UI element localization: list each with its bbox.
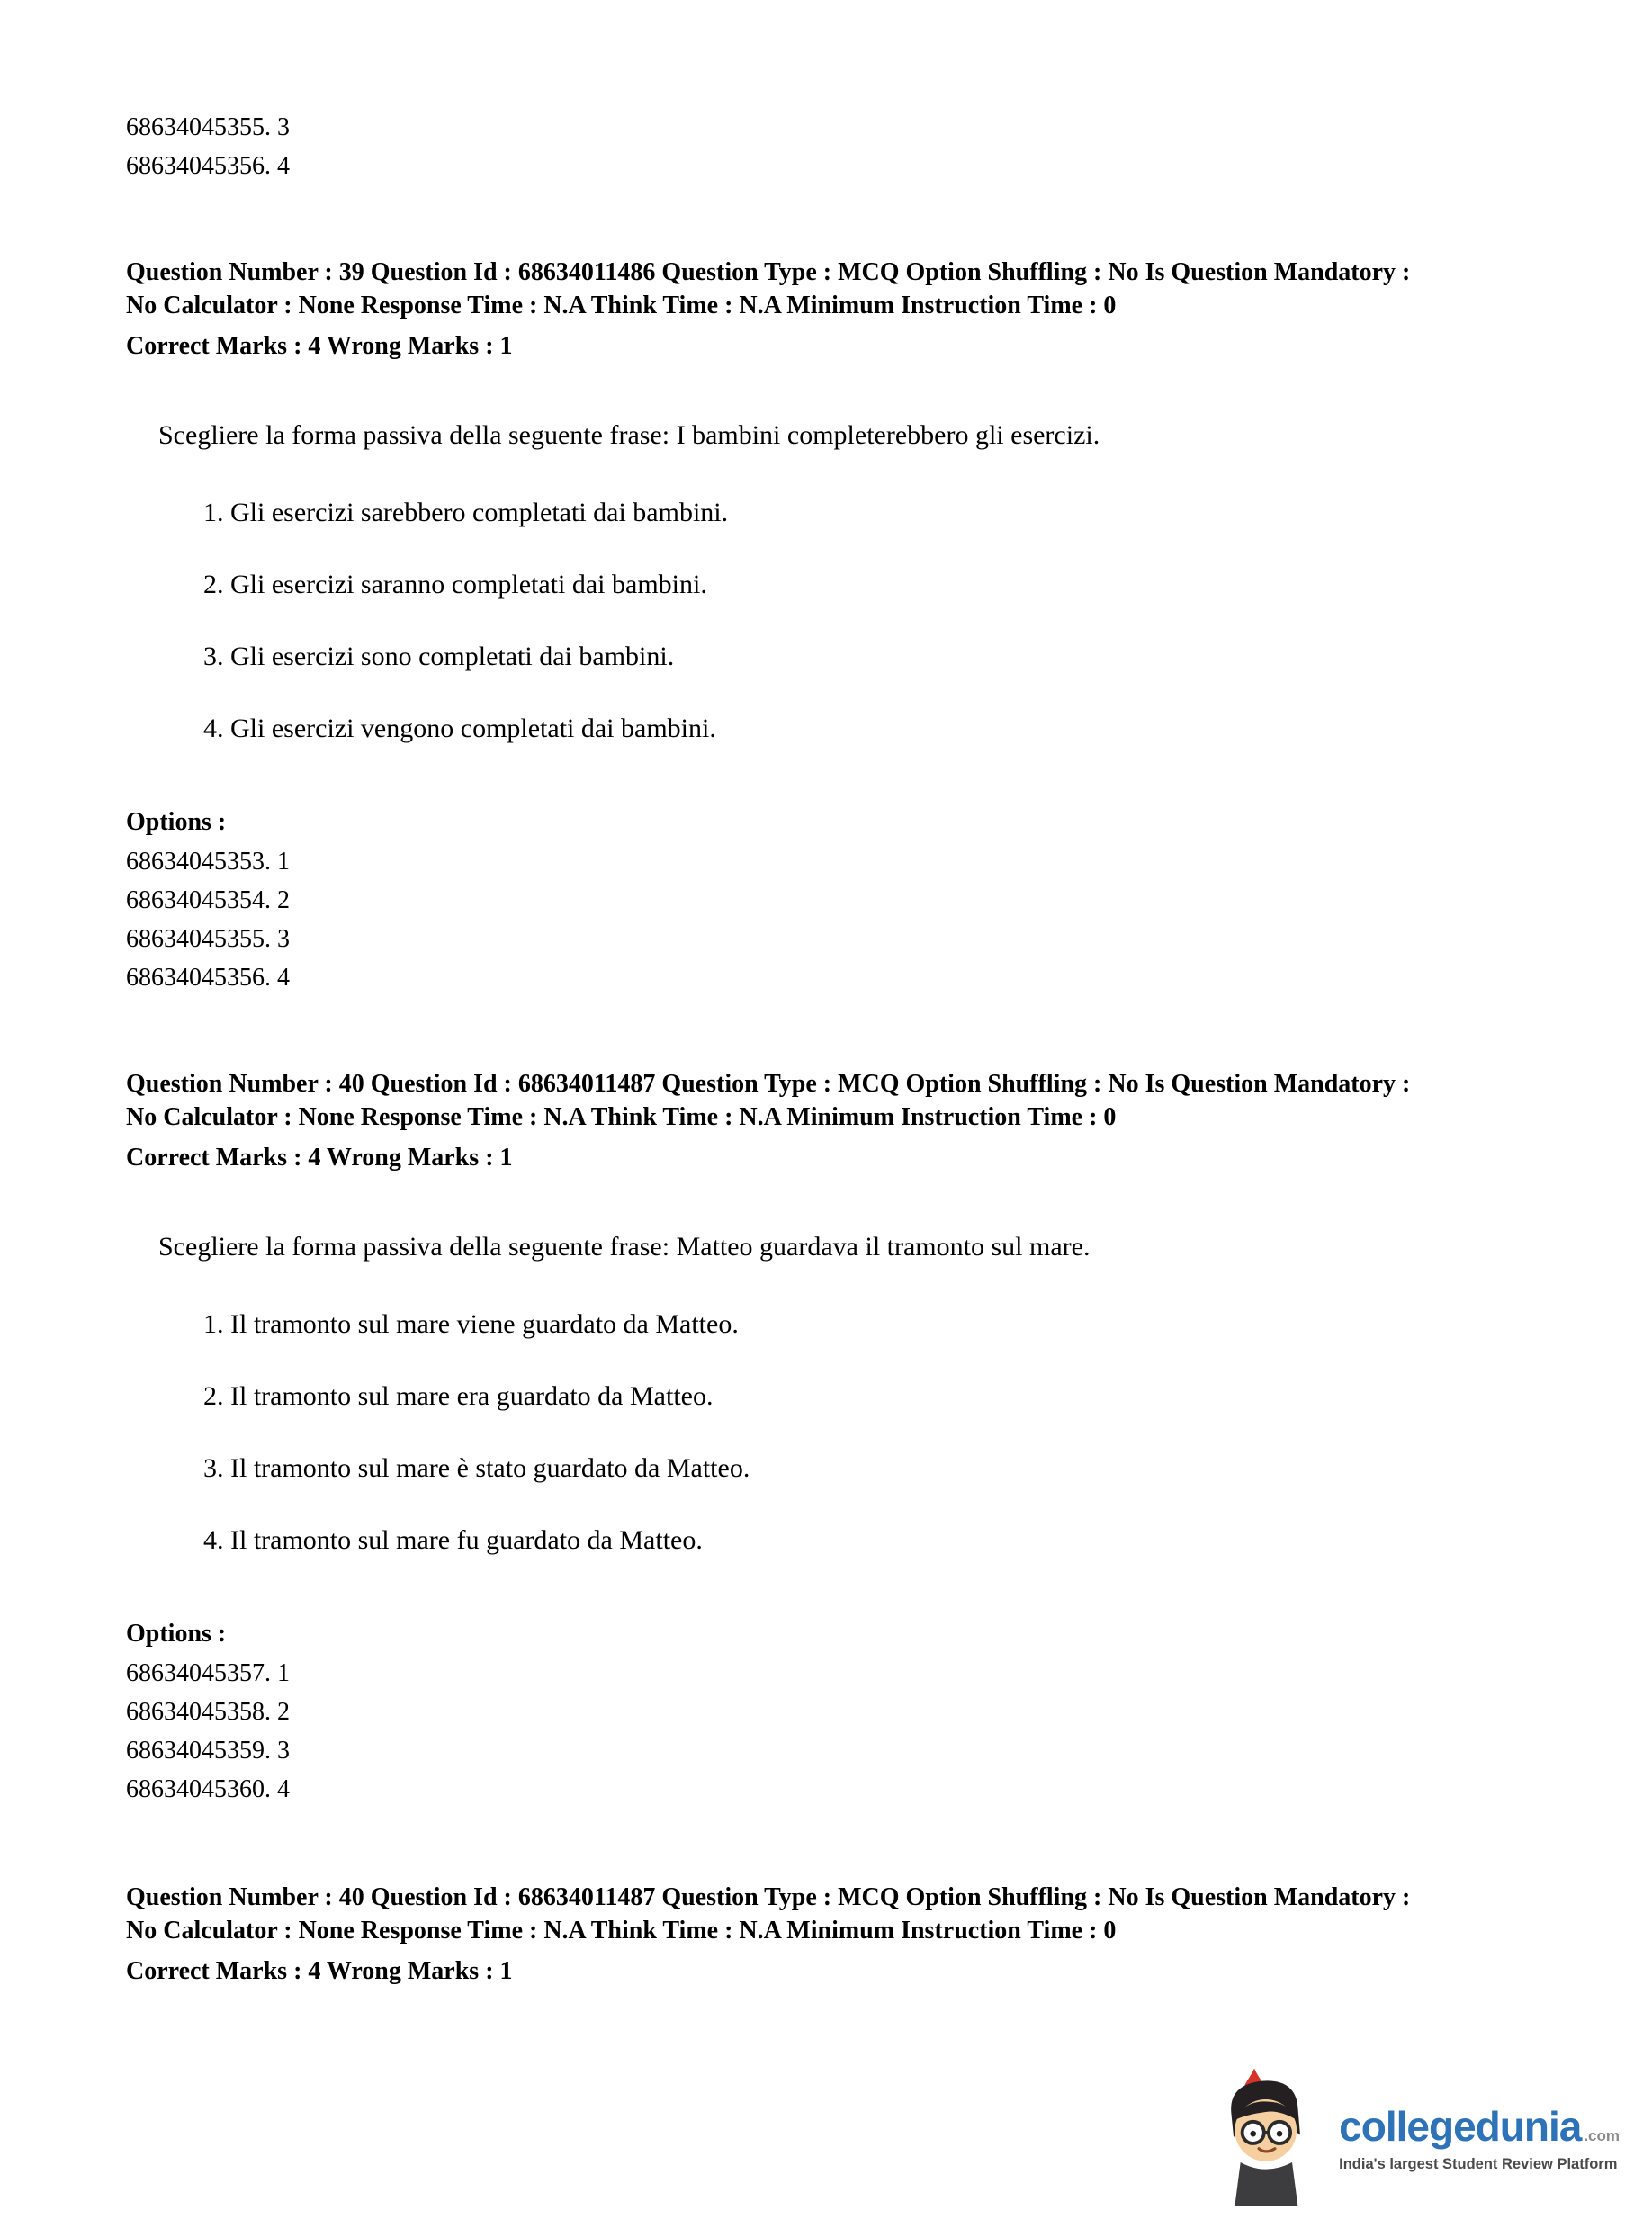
choice-item: 3. Gli esercizi sono completati dai bambini. — [203, 642, 675, 671]
brand-name: collegedunia — [1339, 2102, 1582, 2150]
choice-item: 4. Il tramonto sul mare fu guardato da Matteo. — [203, 1525, 703, 1555]
option-id: 68634045354. 2 — [126, 886, 290, 914]
marks-line: Correct Marks : 4 Wrong Marks : 1 — [126, 332, 513, 360]
brand-tld: .com — [1584, 2126, 1620, 2144]
option-id: 68634045356. 4 — [126, 964, 290, 992]
option-id: 68634045357. 1 — [126, 1659, 290, 1687]
options-label: Options : — [126, 1620, 227, 1648]
option-id: 68634045356. 4 — [126, 152, 290, 180]
choice-item: 1. Gli esercizi sarebbero completati dai bambini. — [203, 498, 729, 527]
question-header-line: Question Number : 40 Question Id : 68634011487 Question Type : MCQ Option Shuffling : No Is Question Mandatory : — [126, 1883, 1411, 1911]
question-40-option-ids — [126, 1654, 1598, 1809]
question-header-line: No Calculator : None Response Time : N.A Think Time : N.A Minimum Instruction Time : 0 — [126, 1103, 1117, 1131]
marks-line: Correct Marks : 4 Wrong Marks : 1 — [126, 1957, 513, 1985]
choice-item: 2. Gli esercizi saranno completati dai bambini. — [203, 570, 707, 599]
question-39-option-ids — [126, 842, 1598, 997]
choice-item: 2. Il tramonto sul mare era guardato da Matteo. — [203, 1381, 714, 1411]
choice-item: 1. Il tramonto sul mare viene guardato da Matteo. — [203, 1309, 739, 1339]
trailing-question-header — [126, 1881, 1598, 1988]
choice-item: 4. Gli esercizi vengono completati dai bambini. — [203, 714, 716, 743]
question-header-line: No Calculator : None Response Time : N.A Think Time : N.A Minimum Instruction Time : 0 — [126, 1917, 1117, 1945]
question-40-block — [126, 1067, 1598, 1809]
collegedunia-logo — [1209, 2066, 1620, 2208]
choice-item: 3. Il tramonto sul mare è stato guardato da Matteo. — [203, 1453, 750, 1483]
options-label: Options : — [126, 808, 227, 836]
option-id: 68634045360. 4 — [126, 1775, 290, 1803]
question-header-line: Question Number : 39 Question Id : 68634011486 Question Type : MCQ Option Shuffling : No Is Question Mandatory : — [126, 258, 1411, 286]
option-id: 68634045359. 3 — [126, 1737, 290, 1765]
option-id: 68634045355. 3 — [126, 925, 290, 953]
question-text: Scegliere la forma passiva della seguente frase: I bambini completerebbero gli esercizi. — [158, 420, 1100, 450]
mascot-icon — [1209, 2066, 1324, 2208]
option-id: 68634045353. 1 — [126, 848, 290, 876]
question-header-line: Question Number : 40 Question Id : 68634011487 Question Type : MCQ Option Shuffling : No Is Question Mandatory : — [126, 1070, 1411, 1098]
brand-row — [1339, 2102, 1620, 2151]
question-text: Scegliere la forma passiva della seguente frase: Matteo guardava il tramonto sul mare. — [158, 1232, 1091, 1262]
question-40-header — [126, 1067, 1598, 1174]
option-id: 68634045358. 2 — [126, 1698, 290, 1726]
question-39-block — [126, 256, 1598, 997]
question-39-header — [126, 256, 1598, 363]
option-id: 68634045355. 3 — [126, 113, 290, 141]
marks-line: Correct Marks : 4 Wrong Marks : 1 — [126, 1144, 513, 1172]
logo-text — [1339, 2102, 1620, 2173]
leading-option-ids — [126, 108, 1598, 185]
question-39-choices — [126, 496, 1598, 746]
question-40-choices — [126, 1307, 1598, 1558]
brand-tagline: India's largest Student Review Platform — [1339, 2155, 1618, 2172]
question-header-line: No Calculator : None Response Time : N.A Think Time : N.A Minimum Instruction Time : 0 — [126, 292, 1117, 319]
